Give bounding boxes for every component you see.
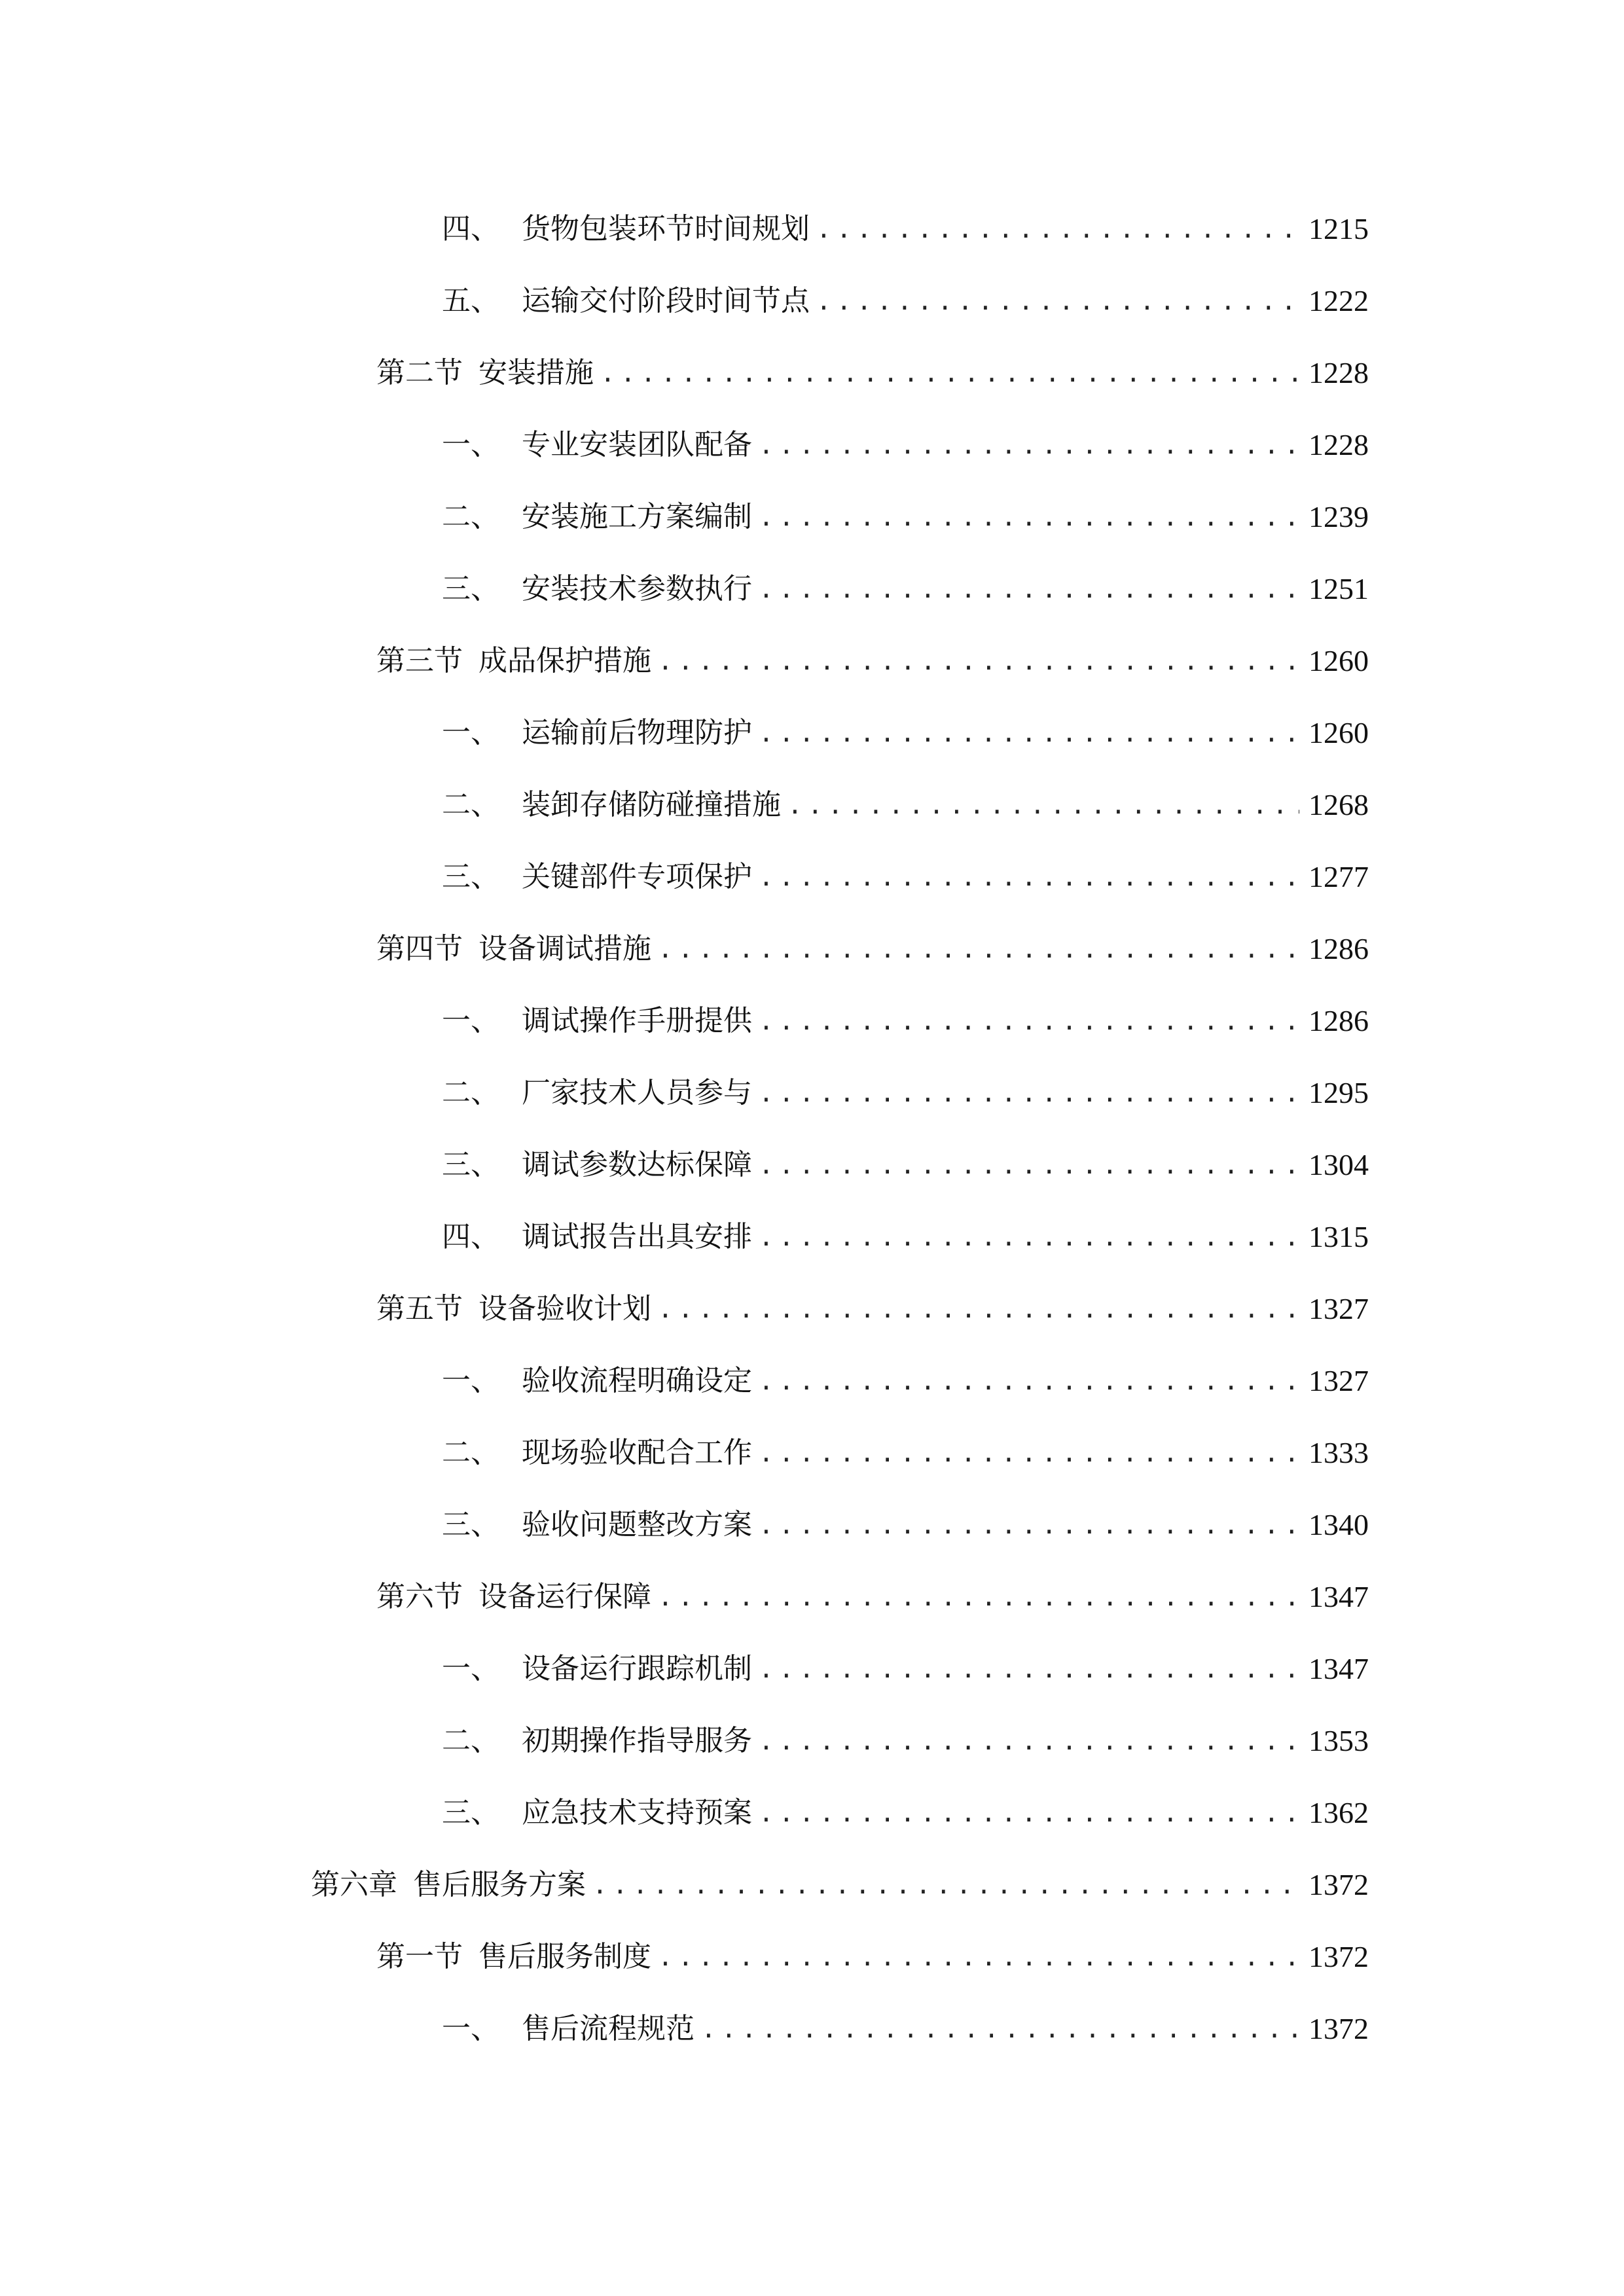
toc-entry-item[interactable]	[0, 275, 1624, 327]
toc-entry-number: 二、	[442, 1076, 499, 1109]
toc-entry-page: 1295	[1308, 1076, 1369, 1109]
toc-entry-number: 二、	[442, 500, 499, 533]
toc-entry-number: 一、	[442, 1652, 499, 1685]
toc-entry-number: 五、	[442, 284, 499, 317]
toc-entry-number: 一、	[442, 2012, 499, 2045]
toc-entry-page: 1286	[1308, 932, 1369, 965]
toc-entry-number: 三、	[442, 1148, 499, 1181]
dot-leader	[701, 2003, 1299, 2055]
toc-entry-title: 调试参数达标保障	[522, 1148, 752, 1181]
toc-entry-title: 售后流程规范	[522, 2012, 695, 2045]
dot-leader	[658, 635, 1299, 687]
toc-entry-page: 1327	[1308, 1292, 1369, 1325]
toc-entry-number: 第六章	[311, 1868, 397, 1901]
dot-leader	[759, 707, 1299, 759]
toc-entry-item[interactable]	[0, 1067, 1624, 1119]
toc-entry-title: 调试操作手册提供	[522, 1004, 752, 1037]
toc-entry-item[interactable]	[0, 419, 1624, 471]
toc-entry-number: 第四节	[376, 932, 463, 965]
dot-leader	[759, 1067, 1299, 1119]
toc-entry-page: 1347	[1308, 1580, 1369, 1613]
toc-entry-section[interactable]	[0, 923, 1624, 975]
toc-entry-title: 安装施工方案编制	[522, 500, 752, 533]
toc-entry-page: 1260	[1308, 716, 1369, 749]
toc-entry-page: 1286	[1308, 1004, 1369, 1037]
toc-entry-number: 三、	[442, 572, 499, 605]
dot-leader	[600, 347, 1299, 399]
toc-entry-number: 第一节	[376, 1940, 463, 1973]
toc-entry-item[interactable]	[0, 1787, 1624, 1839]
toc-entry-title: 运输前后物理防护	[522, 716, 752, 749]
toc-entry-page: 1327	[1308, 1364, 1369, 1397]
toc-entry-section[interactable]	[0, 635, 1624, 687]
dot-leader	[658, 1571, 1299, 1623]
dot-leader	[759, 851, 1299, 903]
toc-entry-page: 1362	[1308, 1796, 1369, 1829]
toc-entry-number: 一、	[442, 716, 499, 749]
toc-entry-page: 1353	[1308, 1724, 1369, 1757]
toc-entry-title: 安装措施	[478, 356, 594, 389]
toc-entry-item[interactable]	[0, 1211, 1624, 1263]
dot-leader	[592, 1859, 1299, 1911]
toc-entry-item[interactable]	[0, 851, 1624, 903]
toc-entry-page: 1372	[1308, 1868, 1369, 1901]
dot-leader	[658, 923, 1299, 975]
toc-entry-item[interactable]	[0, 2003, 1624, 2055]
toc-entry-page: 1315	[1308, 1220, 1369, 1253]
toc-entry-item[interactable]	[0, 1715, 1624, 1767]
toc-entry-page: 1215	[1308, 212, 1369, 245]
toc-entry-title: 现场验收配合工作	[522, 1436, 752, 1469]
toc-entry-title: 应急技术支持预案	[522, 1796, 752, 1829]
toc-entry-page: 1228	[1308, 428, 1369, 461]
dot-leader	[816, 203, 1299, 255]
toc-entry-page: 1222	[1308, 284, 1369, 317]
toc-entry-number: 第二节	[376, 356, 463, 389]
toc-entry-item[interactable]	[0, 491, 1624, 543]
toc-entry-title: 售后服务制度	[478, 1940, 651, 1973]
toc-entry-page: 1268	[1308, 788, 1369, 821]
toc-entry-number: 二、	[442, 1724, 499, 1757]
dot-leader	[759, 419, 1299, 471]
toc-entry-page: 1372	[1308, 1940, 1369, 1973]
toc-entry-page: 1304	[1308, 1148, 1369, 1181]
toc-entry-number: 二、	[442, 1436, 499, 1469]
toc-entry-title: 货物包装环节时间规划	[522, 212, 810, 245]
toc-entry-title: 运输交付阶段时间节点	[522, 284, 810, 317]
toc-entry-page: 1251	[1308, 572, 1369, 605]
toc-entry-title: 安装技术参数执行	[522, 572, 752, 605]
toc-entry-item[interactable]	[0, 1499, 1624, 1551]
dot-leader	[759, 1499, 1299, 1551]
dot-leader	[759, 563, 1299, 615]
toc-entry-section[interactable]	[0, 1571, 1624, 1623]
toc-entry-title: 验收问题整改方案	[522, 1508, 752, 1541]
dot-leader	[759, 1139, 1299, 1191]
toc-entry-number: 第六节	[376, 1580, 463, 1613]
toc-entry-number: 第三节	[376, 644, 463, 677]
toc-entry-section[interactable]	[0, 347, 1624, 399]
toc-entry-title: 调试报告出具安排	[522, 1220, 752, 1253]
toc-entry-title: 设备验收计划	[478, 1292, 651, 1325]
toc-entry-title: 售后服务方案	[413, 1868, 586, 1901]
toc-entry-page: 1260	[1308, 644, 1369, 677]
dot-leader	[658, 1931, 1299, 1983]
dot-leader	[759, 1787, 1299, 1839]
dot-leader	[759, 995, 1299, 1047]
toc-entry-page: 1347	[1308, 1652, 1369, 1685]
toc-entry-title: 设备运行跟踪机制	[522, 1652, 752, 1685]
toc-entry-item[interactable]	[0, 203, 1624, 255]
toc-entry-page: 1239	[1308, 500, 1369, 533]
toc-entry-chapter[interactable]	[0, 1859, 1624, 1911]
dot-leader	[759, 1427, 1299, 1479]
dot-leader	[759, 491, 1299, 543]
toc-entry-item[interactable]	[0, 707, 1624, 759]
toc-entry-number: 三、	[442, 1796, 499, 1829]
dot-leader	[759, 1715, 1299, 1767]
toc-entry-title: 成品保护措施	[478, 644, 651, 677]
toc-entry-section[interactable]	[0, 1931, 1624, 1983]
toc-entry-item[interactable]	[0, 995, 1624, 1047]
dot-leader	[816, 275, 1299, 327]
toc-entry-page: 1333	[1308, 1436, 1369, 1469]
toc-entry-item[interactable]	[0, 1355, 1624, 1407]
toc-entry-page: 1372	[1308, 2012, 1369, 2045]
dot-leader	[759, 1355, 1299, 1407]
toc-entry-item[interactable]	[0, 779, 1624, 831]
toc-entry-number: 四、	[442, 212, 499, 245]
toc-entry-item[interactable]	[0, 563, 1624, 615]
toc-entry-number: 一、	[442, 428, 499, 461]
toc-entry-number: 三、	[442, 860, 499, 893]
toc-entry-title: 关键部件专项保护	[522, 860, 752, 893]
toc-entry-number: 一、	[442, 1004, 499, 1037]
dot-leader	[759, 1643, 1299, 1695]
toc-entry-title: 设备运行保障	[478, 1580, 651, 1613]
toc-entry-item[interactable]	[0, 1139, 1624, 1191]
toc-entry-title: 厂家技术人员参与	[522, 1076, 752, 1109]
toc-entry-number: 二、	[442, 788, 499, 821]
toc-entry-title: 装卸存储防碰撞措施	[522, 788, 781, 821]
toc-entry-page: 1277	[1308, 860, 1369, 893]
toc-entry-number: 第五节	[376, 1292, 463, 1325]
toc-entry-title: 验收流程明确设定	[522, 1364, 752, 1397]
dot-leader	[759, 1211, 1299, 1263]
dot-leader	[658, 1283, 1299, 1335]
toc-entry-item[interactable]	[0, 1427, 1624, 1479]
toc-entry-item[interactable]	[0, 1643, 1624, 1695]
toc-entry-number: 三、	[442, 1508, 499, 1541]
toc-entry-number: 一、	[442, 1364, 499, 1397]
toc-entry-page: 1228	[1308, 356, 1369, 389]
dot-leader	[787, 779, 1299, 831]
toc-entry-section[interactable]	[0, 1283, 1624, 1335]
toc-entry-page: 1340	[1308, 1508, 1369, 1541]
toc-entry-title: 设备调试措施	[478, 932, 651, 965]
toc-entry-number: 四、	[442, 1220, 499, 1253]
toc-entry-title: 专业安装团队配备	[522, 428, 752, 461]
toc-entry-title: 初期操作指导服务	[522, 1724, 752, 1757]
